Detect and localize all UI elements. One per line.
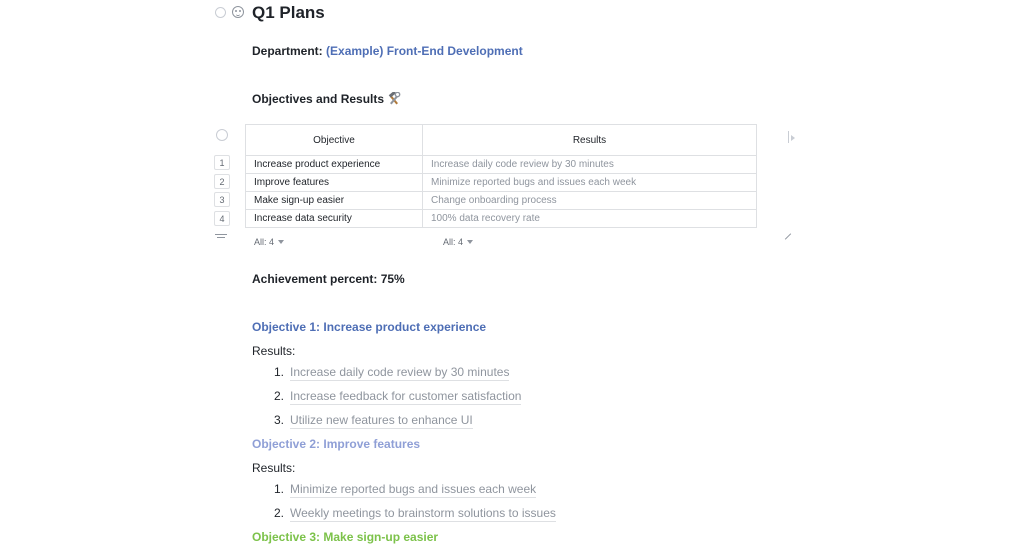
row-number-2[interactable]: 2 xyxy=(214,174,230,189)
cell-objective[interactable]: Increase data security xyxy=(246,210,423,228)
table-row xyxy=(246,174,757,192)
doc-header-controls xyxy=(215,6,244,18)
list-number: 2. xyxy=(274,389,285,403)
page-title[interactable]: Q1 Plans xyxy=(252,3,325,22)
department-link[interactable]: (Example) Front-End Development xyxy=(326,44,523,58)
cell-objective[interactable]: Make sign-up easier xyxy=(246,192,423,210)
chevron-down-icon xyxy=(467,240,473,244)
table-row xyxy=(246,156,757,174)
list-item xyxy=(274,506,556,522)
cell-result[interactable]: 100% data recovery rate xyxy=(423,210,757,228)
achievement-percent: Achievement percent: 75% xyxy=(252,272,405,286)
results-label: Results: xyxy=(252,344,296,358)
summary-results[interactable] xyxy=(443,237,473,247)
list-number: 2. xyxy=(274,506,285,520)
result-link[interactable]: Weekly meetings to brainstorm solutions to issues xyxy=(290,506,556,520)
results-label: Results: xyxy=(252,461,296,475)
department-label: Department: xyxy=(252,44,323,58)
list-item xyxy=(274,482,536,498)
add-cover-icon[interactable] xyxy=(215,7,226,18)
summary-results-text: All: 4 xyxy=(443,237,464,247)
cell-objective[interactable]: Improve features xyxy=(246,174,423,192)
result-link[interactable]: Increase feedback for customer satisfaction xyxy=(290,389,522,403)
objective-3-title[interactable]: Objective 3: Make sign-up easier xyxy=(252,530,439,544)
summary-objective[interactable] xyxy=(254,237,284,247)
smiley-icon[interactable] xyxy=(232,6,244,18)
list-number: 1. xyxy=(274,482,285,496)
table-select-all-handle[interactable] xyxy=(216,129,228,141)
list-number: 1. xyxy=(274,365,285,379)
objective-2-title[interactable]: Objective 2: Improve features xyxy=(252,437,421,451)
row-number-4[interactable]: 4 xyxy=(214,211,230,226)
cell-result[interactable]: Increase daily code review by 30 minutes xyxy=(423,156,757,174)
okr-heading xyxy=(252,92,401,106)
list-item xyxy=(274,365,509,381)
table-row xyxy=(246,192,757,210)
result-link[interactable]: Minimize reported bugs and issues each week xyxy=(290,482,537,496)
cell-objective[interactable]: Increase product experience xyxy=(246,156,423,174)
table-row xyxy=(246,210,757,228)
column-header-objective[interactable]: Objective xyxy=(246,125,423,156)
resize-handle-icon[interactable] xyxy=(784,232,792,240)
result-link[interactable]: Increase daily code review by 30 minutes xyxy=(290,365,510,379)
result-link[interactable]: Utilize new features to enhance UI xyxy=(290,413,473,427)
list-item xyxy=(274,389,521,405)
filter-icon[interactable] xyxy=(215,234,227,242)
list-item xyxy=(274,413,473,429)
list-number: 3. xyxy=(274,413,285,427)
cell-result[interactable]: Minimize reported bugs and issues each week xyxy=(423,174,757,192)
chevron-down-icon xyxy=(278,240,284,244)
objective-1-title[interactable]: Objective 1: Increase product experience xyxy=(252,320,487,334)
hammer-wrench-icon xyxy=(387,92,401,106)
column-header-results[interactable]: Results xyxy=(423,125,757,156)
okr-heading-text: Objectives and Results xyxy=(252,92,385,106)
okr-table xyxy=(245,124,757,228)
summary-objective-text: All: 4 xyxy=(254,237,275,247)
department-line xyxy=(252,44,523,58)
row-number-3[interactable]: 3 xyxy=(214,192,230,207)
row-number-1[interactable]: 1 xyxy=(214,155,230,170)
cell-result[interactable]: Change onboarding process xyxy=(423,192,757,210)
add-column-icon[interactable] xyxy=(787,131,795,143)
